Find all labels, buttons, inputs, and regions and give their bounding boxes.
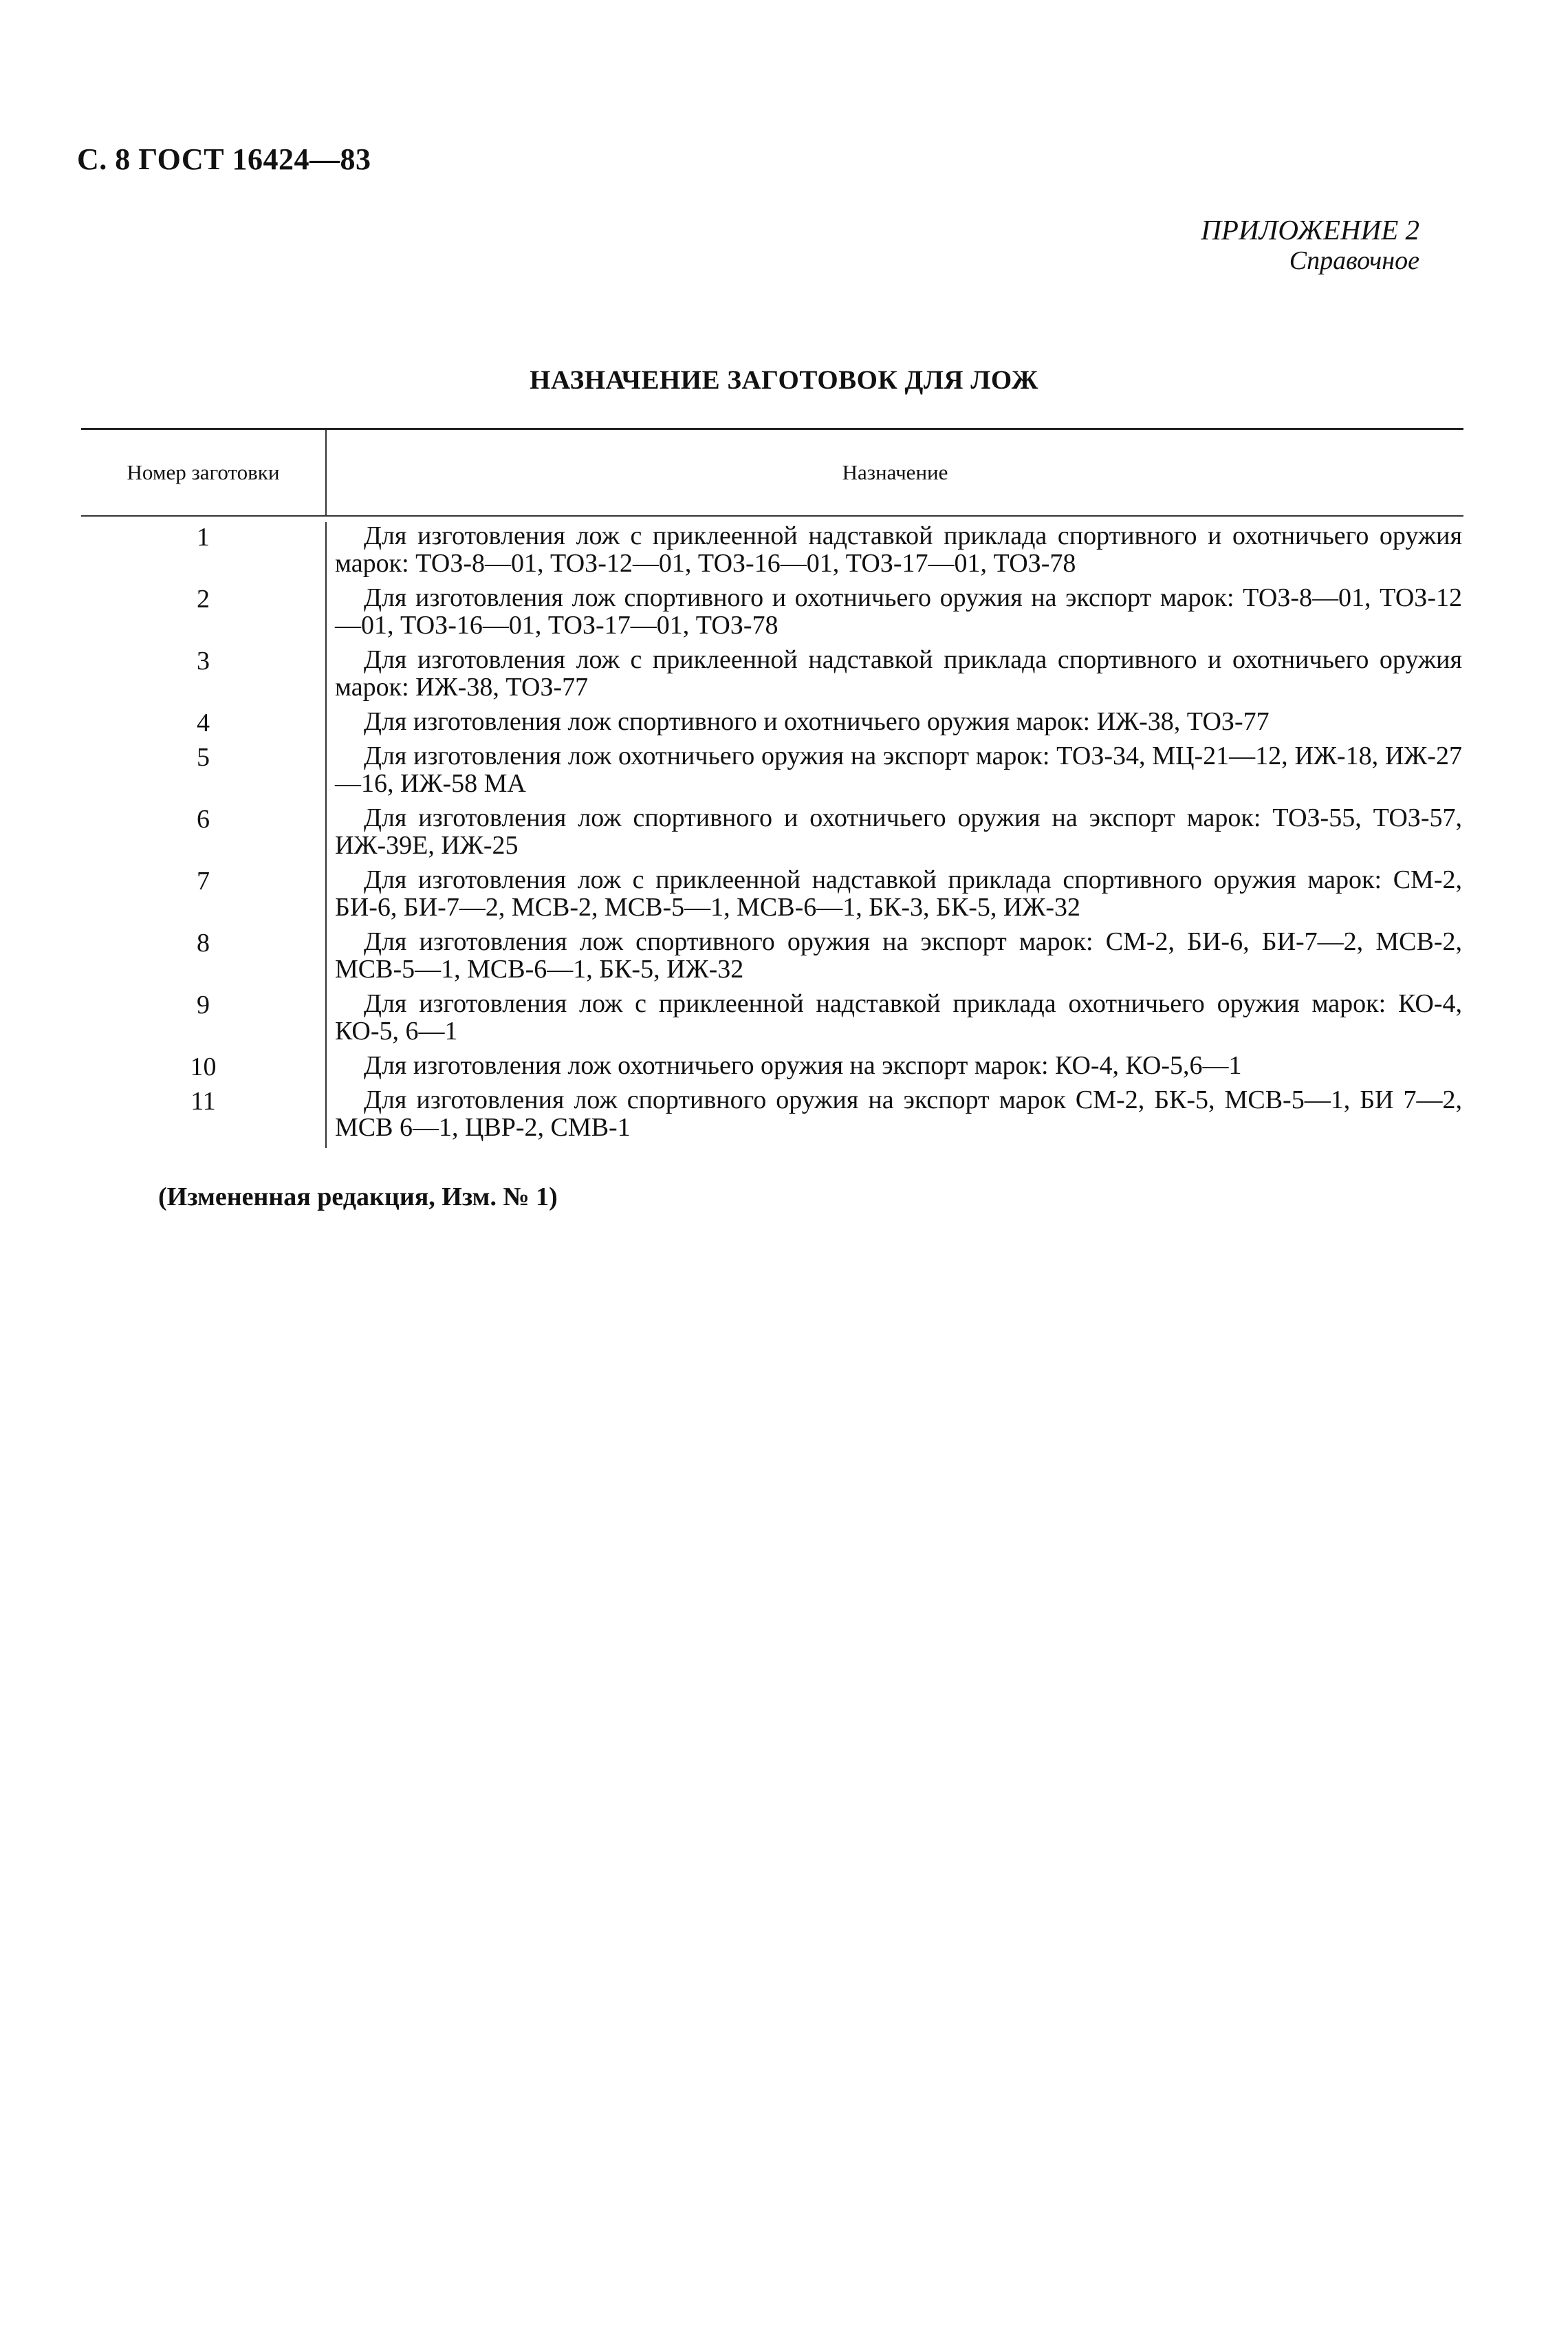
header-number: Номер заготовки xyxy=(81,430,327,515)
row-purpose: Для изготовления лож с приклеенной надставкой приклада спортивного и охотничьего оружия марок: ТОЗ-8—01, ТОЗ-12—01, ТОЗ-16—01, ТОЗ-17—01, ТОЗ-78 xyxy=(335,521,1462,578)
table-row xyxy=(81,804,1463,866)
table-row xyxy=(81,866,1463,928)
row-purpose: Для изготовления лож спортивного и охотничьего оружия на экспорт марок: ТОЗ-8—01, ТОЗ-12—01, ТОЗ-16—01, ТОЗ-17—01, ТОЗ-78 xyxy=(335,583,1462,640)
table-title: НАЗНАЧЕНИЕ ЗАГОТОВОК ДЛЯ ЛОЖ xyxy=(530,365,1038,395)
row-number: 2 xyxy=(81,584,327,646)
row-purpose: Для изготовления лож охотничьего оружия на экспорт марок: ТОЗ-34, МЦ-21—12, ИЖ-18, ИЖ-27—16, ИЖ-58 МА xyxy=(335,742,1462,798)
row-purpose: Для изготовления лож с приклеенной надставкой приклада охотничьего оружия марок: КО-4, КО-5, 6—1 xyxy=(335,989,1462,1046)
row-number: 10 xyxy=(81,1052,327,1086)
table-row xyxy=(81,646,1463,708)
row-purpose: Для изготовления лож спортивного оружия на экспорт марок СМ-2, БК-5, МСВ-5—1, БИ 7—2, МСВ 6—1, ЦВР-2, СМВ-1 xyxy=(335,1085,1462,1142)
page-header: С. 8 ГОСТ 16424—83 xyxy=(77,142,371,176)
table-body xyxy=(81,517,1463,1148)
table-row xyxy=(81,1052,1463,1086)
row-number: 7 xyxy=(81,866,327,928)
row-purpose: Для изготовления лож с приклеенной надставкой приклада спортивного и охотничьего оружия марок: ИЖ-38, ТОЗ-77 xyxy=(335,645,1462,702)
row-purpose: Для изготовления лож охотничьего оружия на экспорт марок: КО-4, КО-5,6—1 xyxy=(364,1051,1242,1080)
row-purpose: Для изготовления лож спортивного и охотничьего оружия на экспорт марок: ТОЗ-55, ТОЗ-57, ИЖ-39Е, ИЖ-25 xyxy=(335,803,1462,860)
table-row xyxy=(81,742,1463,804)
table-header xyxy=(81,430,1463,515)
revision-note: (Измененная редакция, Изм. № 1) xyxy=(158,1182,558,1211)
row-purpose: Для изготовления лож с приклеенной надставкой приклада спортивного оружия марок: СМ-2, БИ-6, БИ-7—2, МСВ-2, МСВ-5—1, МСВ-6—1, БК-3, БК-5, ИЖ-32 xyxy=(335,865,1462,922)
row-number: 9 xyxy=(81,990,327,1052)
row-number: 1 xyxy=(81,522,327,584)
row-purpose: Для изготовления лож спортивного и охотничьего оружия марок: ИЖ-38, ТОЗ-77 xyxy=(364,707,1270,736)
row-number: 11 xyxy=(81,1086,327,1148)
row-number: 5 xyxy=(81,742,327,804)
row-number: 4 xyxy=(81,708,327,742)
row-number: 6 xyxy=(81,804,327,866)
table-row xyxy=(81,708,1463,742)
table-row xyxy=(81,990,1463,1052)
row-number: 3 xyxy=(81,646,327,708)
table-row xyxy=(81,928,1463,990)
table-row xyxy=(81,1086,1463,1148)
appendix-label xyxy=(1201,215,1419,275)
table-row xyxy=(81,522,1463,584)
table-row xyxy=(81,584,1463,646)
blanks-table xyxy=(81,428,1463,1148)
header-purpose: Назначение xyxy=(842,460,948,484)
row-number: 8 xyxy=(81,928,327,990)
row-purpose: Для изготовления лож спортивного оружия на экспорт марок: СМ-2, БИ-6, БИ-7—2, МСВ-2, МСВ-5—1, МСВ-6—1, БК-5, ИЖ-32 xyxy=(335,927,1462,984)
appendix-title: ПРИЛОЖЕНИЕ 2 xyxy=(1201,214,1419,246)
appendix-subtitle: Справочное xyxy=(1289,246,1419,275)
